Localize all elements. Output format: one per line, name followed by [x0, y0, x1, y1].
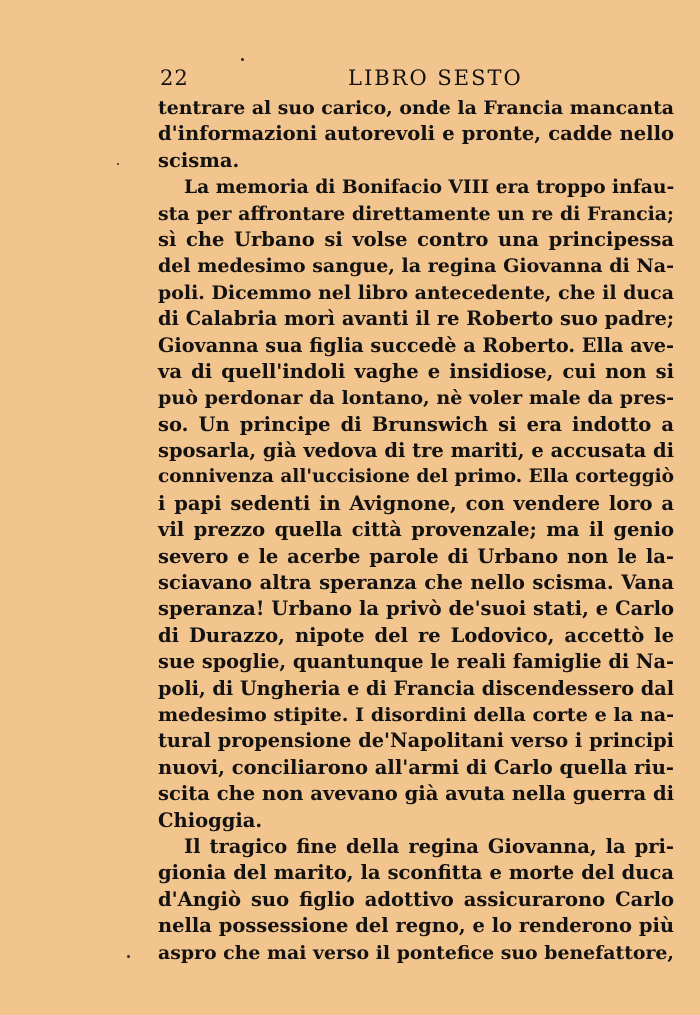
text-line: va di quell'indoli vaghe e insidiose, cui non si — [158, 359, 674, 383]
text-line: Giovanna sua figlia succedè a Roberto. Ella ave- — [158, 333, 674, 357]
text-line: La memoria di Bonifacio VIII era troppo infau- — [184, 176, 675, 199]
text-line: di Durazzo, nipote del re Lodovico, accettò le — [158, 623, 674, 647]
text-line: severo e le acerbe parole di Urbano non le la- — [158, 544, 674, 568]
text-line: sposarla, già vedova di tre mariti, e accusata di — [158, 439, 674, 463]
running-title: LIBRO SESTO — [348, 66, 523, 90]
text-line: scisma. — [158, 148, 240, 172]
text-line: sì che Urbano si volse contro una principessa — [158, 227, 674, 251]
text-line: medesimo stipite. I disordini della corte e la na- — [158, 702, 674, 726]
text-line: sciavano altra speranza che nello scisma. Vana — [158, 571, 674, 595]
print-speck — [241, 58, 244, 61]
text-line: nuovi, conciliarono all'armi di Carlo quella riu- — [158, 755, 674, 779]
print-speck — [117, 163, 119, 165]
text-line: d'Angiò suo figlio adottivo assicurarono Carlo — [158, 887, 674, 911]
text-line: connivenza all'uccisione del primo. Ella corteggiò — [158, 466, 675, 488]
text-line: tural propensione de'Napolitani verso i principi — [158, 729, 674, 753]
text-line: gionia del marito, la sconfitta e morte del duca — [158, 861, 674, 885]
text-line: poli, di Ungheria e di Francia discendessero dal — [158, 676, 675, 700]
text-line: sue spoglie, quantunque le reali famiglie di Na- — [158, 650, 674, 674]
text-line: poli. Dicemmo nel libro antecedente, che il duca — [158, 281, 674, 304]
text-line: del medesimo sangue, la regina Giovanna di Na- — [158, 255, 674, 278]
text-line: scita che non avevano già avuta nella guerra di — [158, 782, 674, 806]
text-line: Chioggia. — [158, 808, 263, 832]
text-line: aspro che mai verso il pontefice suo benefattore, — [158, 941, 674, 964]
page-header — [160, 66, 670, 96]
text-line: vil prezzo quella città provenzale; ma il genio — [158, 518, 674, 542]
text-line: nella possessione del regno, e lo renderono più — [158, 914, 674, 938]
text-line: di Calabria morì avanti il re Roberto suo padre; — [158, 307, 674, 331]
text-line: può perdonar da lontano, nè voler male da pres- — [158, 386, 674, 410]
text-line: i papi sedenti in Avignone, con vendere loro a — [158, 491, 674, 515]
text-line: tentrare al suo carico, onde la Francia mancanta — [158, 97, 674, 119]
text-line: d'informazioni autorevoli e pronte, cadde nello — [158, 122, 674, 146]
print-speck — [127, 955, 130, 958]
text-line: so. Un principe di Brunswich si era indotto a — [158, 412, 674, 436]
page-number: 22 — [160, 66, 189, 90]
body-text — [158, 95, 674, 966]
text-line: speranza! Urbano la privò de'suoi stati, e Carlo — [158, 597, 674, 621]
text-line: sta per affrontare direttamente un re di Francia; — [158, 202, 674, 225]
text-line: Il tragico fine della regina Giovanna, la pri- — [184, 834, 674, 858]
